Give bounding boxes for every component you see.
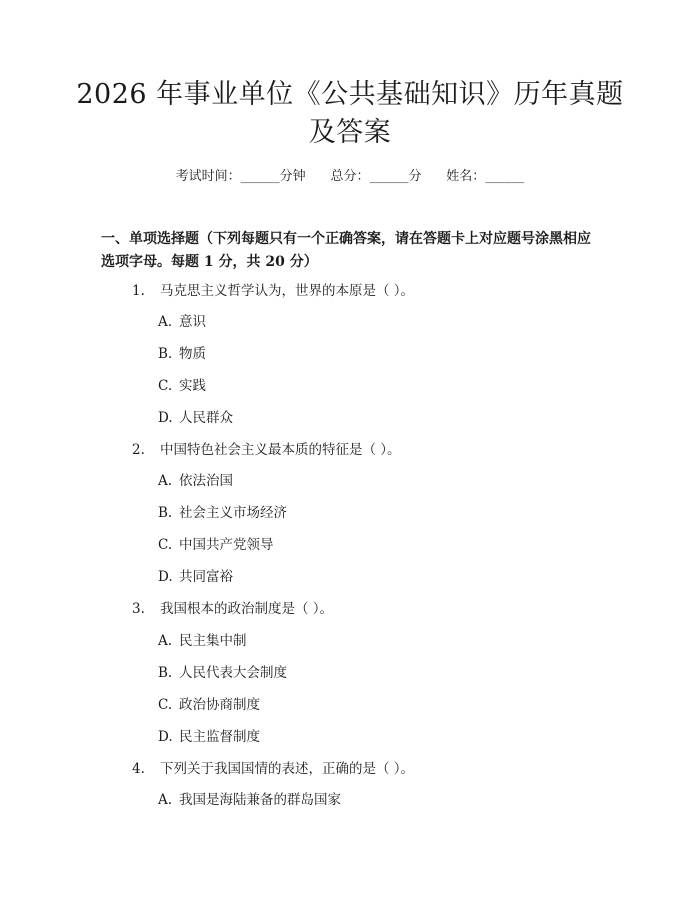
option-letter: A. — [158, 633, 173, 649]
option-text: 物质 — [179, 346, 206, 362]
question-1-option-d — [158, 407, 233, 429]
question-1-option-a — [158, 311, 206, 333]
option-letter: B. — [158, 505, 173, 521]
option-letter: A. — [158, 314, 173, 330]
exam-time-label: 考试时间：______分钟 — [175, 169, 306, 184]
option-letter: A. — [158, 473, 173, 489]
section-heading-line-1: 一、单项选择题（下列每题只有一个正确答案，请在答题卡上对应题号涂黑相应 — [101, 231, 591, 247]
question-number: 3. — [132, 601, 145, 617]
option-text: 我国是海陆兼备的群岛国家 — [179, 792, 341, 808]
exam-meta — [0, 166, 700, 188]
question-3-option-c — [158, 694, 260, 716]
question-3-option-a — [158, 630, 247, 652]
option-letter: A. — [158, 792, 173, 808]
option-text: 实践 — [179, 378, 206, 394]
title-line-1: 2026 年事业单位《公共基础知识》历年真题 — [76, 79, 624, 110]
question-1-option-b — [158, 343, 206, 365]
option-text: 社会主义市场经济 — [179, 505, 287, 521]
option-text: 人民群众 — [179, 410, 233, 426]
question-text: 我国根本的政治制度是（ ）。 — [160, 601, 334, 617]
option-letter: D. — [158, 729, 173, 745]
question-4-option-a — [158, 789, 341, 811]
question-1-option-c — [158, 375, 206, 397]
option-letter: C. — [158, 537, 173, 553]
question-2-option-d — [158, 566, 233, 588]
question-text: 中国特色社会主义最本质的特征是（ ）。 — [160, 442, 401, 458]
question-3-option-b — [158, 662, 287, 684]
question-text: 下列关于我国国情的表述，正确的是（ ）。 — [160, 761, 415, 777]
option-text: 中国共产党领导 — [179, 537, 274, 553]
document-title — [60, 76, 640, 152]
option-text: 民主监督制度 — [179, 729, 260, 745]
question-2-option-a — [158, 470, 233, 492]
question-4 — [132, 758, 414, 780]
option-letter: C. — [158, 378, 173, 394]
total-score-label: 总分：______分 — [330, 169, 422, 184]
option-text: 人民代表大会制度 — [179, 665, 287, 681]
option-letter: B. — [158, 665, 173, 681]
question-2-option-c — [158, 534, 274, 556]
question-2 — [132, 439, 401, 461]
option-letter: C. — [158, 697, 173, 713]
question-1 — [132, 280, 414, 302]
option-letter: B. — [158, 346, 173, 362]
question-number: 2. — [132, 442, 145, 458]
option-text: 民主集中制 — [179, 633, 247, 649]
title-line-2: 及答案 — [308, 117, 392, 148]
question-3 — [132, 598, 333, 620]
question-number: 1. — [132, 283, 145, 299]
option-letter: D. — [158, 569, 173, 585]
option-letter: D. — [158, 410, 173, 426]
question-text: 马克思主义哲学认为，世界的本原是（ ）。 — [160, 283, 415, 299]
section-heading — [101, 228, 601, 274]
option-text: 共同富裕 — [179, 569, 233, 585]
name-label: 姓名：______ — [446, 169, 525, 184]
question-number: 4. — [132, 761, 145, 777]
question-2-option-b — [158, 502, 287, 524]
option-text: 依法治国 — [179, 473, 233, 489]
option-text: 意识 — [179, 314, 206, 330]
option-text: 政治协商制度 — [179, 697, 260, 713]
section-heading-line-2: 选项字母。每题 1 分，共 20 分） — [101, 254, 318, 270]
question-3-option-d — [158, 726, 260, 748]
